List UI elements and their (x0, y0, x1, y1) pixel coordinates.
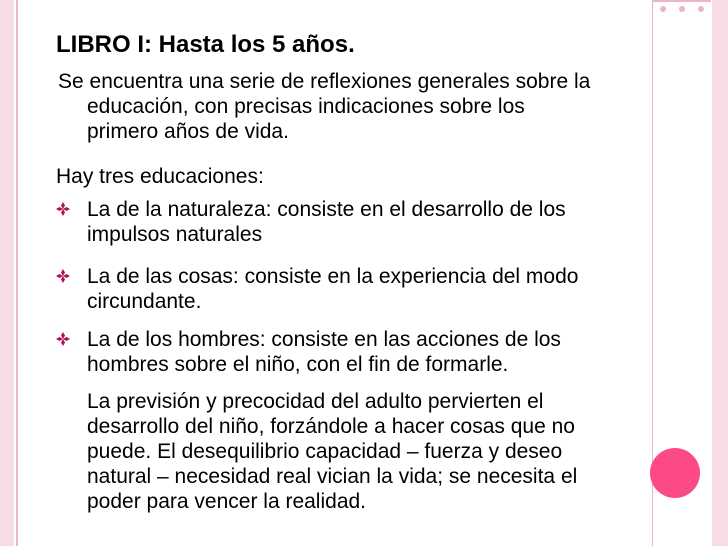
closing-line: puede. El desequilibrio capacidad – fuerza y deseo (87, 440, 563, 463)
intro-line: primero años de vida. (87, 120, 289, 143)
bullet-line: impulsos naturales (87, 223, 263, 246)
closing-line: desarrollo del niño, forzándole a hacer cosas que no (87, 415, 575, 438)
closing-line: poder para vencer la realidad. (87, 490, 367, 513)
intro-line: educación, con precisas indicaciones sobre los (87, 95, 525, 118)
bullet-line: hombres sobre el niño, con el fin de formarle. (87, 353, 509, 376)
closing-paragraph (87, 389, 577, 514)
slide-title: LIBRO I: Hasta los 5 años. (56, 31, 355, 58)
diamond-bullet-icon (56, 269, 70, 283)
bullet-item (56, 327, 561, 377)
bullet-line: La de los hombres: consiste en las acciones de los (87, 328, 561, 351)
bullet-line: La de la naturaleza: consiste en el desarrollo de los (87, 198, 566, 221)
intro-line: Se encuentra una serie de reflexiones generales sobre la (58, 70, 591, 93)
bullet-item (56, 197, 566, 247)
closing-line: natural – necesidad real vician la vida; se necesita el (87, 465, 578, 488)
intro-paragraph (58, 69, 590, 144)
bullet-item (56, 264, 578, 314)
diamond-bullet-icon (56, 332, 70, 346)
bullet-line: La de las cosas: consiste en la experiencia del modo (87, 265, 579, 288)
bullet-line: circundante. (87, 290, 202, 313)
lead-text: Hay tres educaciones: (56, 165, 264, 188)
diamond-bullet-icon (56, 202, 70, 216)
closing-line: La previsión y precocidad del adulto pervierten el (87, 390, 544, 413)
